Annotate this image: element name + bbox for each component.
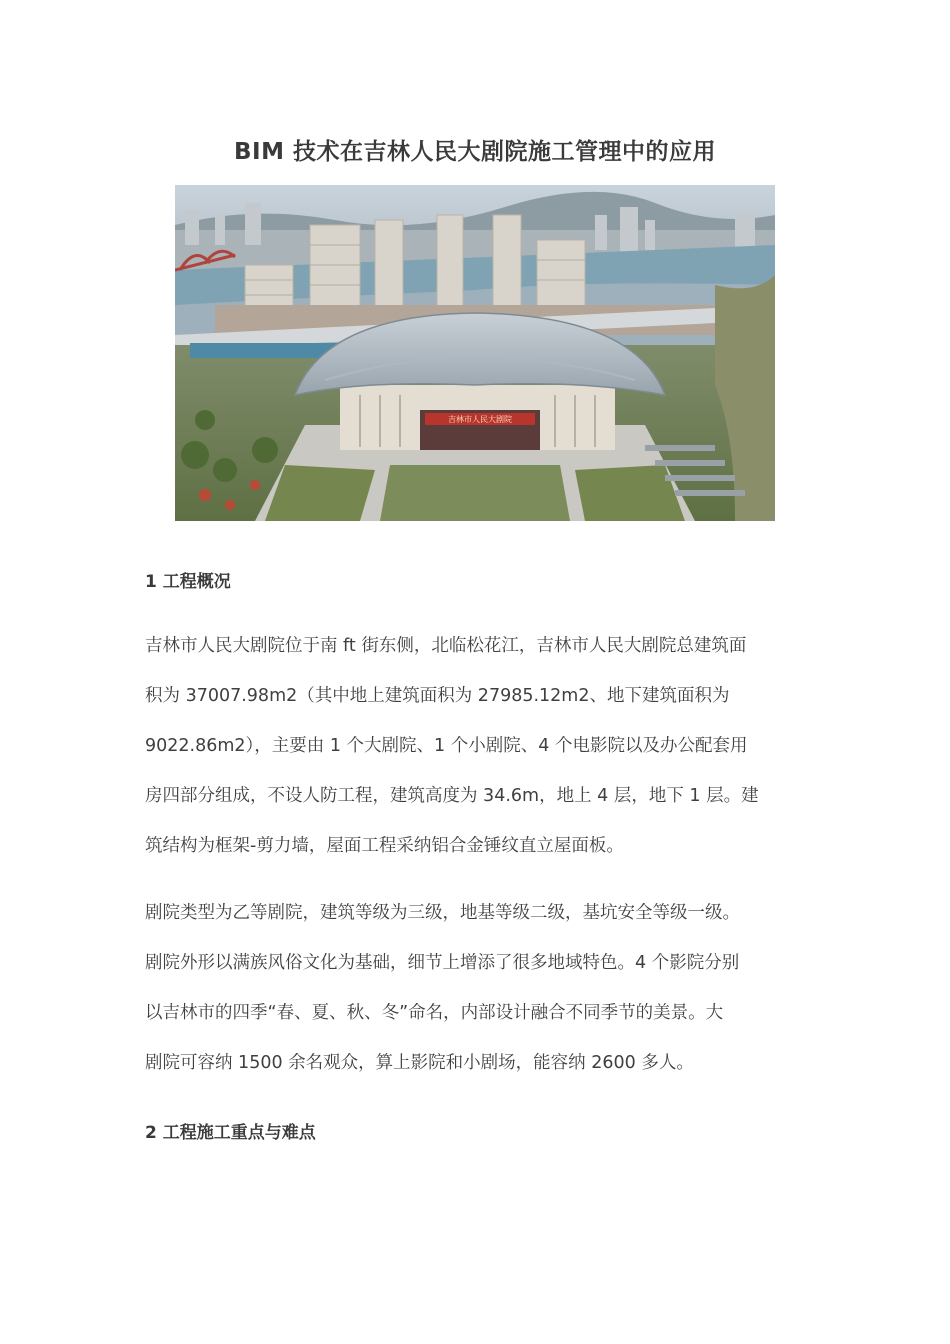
paragraph-line: 剧院外形以满族风俗文化为基础，细节上增添了很多地域特色。4 个影院分别	[145, 953, 740, 973]
document-title: BIM 技术在吉林人民大剧院施工管理中的应用	[234, 139, 716, 165]
paragraph-line: 房四部分组成，不设人防工程，建筑高度为 34.6m，地上 4 层，地下 1 层。建	[145, 786, 759, 806]
paragraph-line: 积为 37007.98m2（其中地上建筑面积为 27985.12m2、地下建筑面积为	[145, 686, 730, 706]
paragraph-overview-2	[145, 888, 805, 1088]
theater-banner-text: 吉林市人民大剧院	[448, 415, 512, 424]
paragraph-overview-1	[145, 621, 805, 871]
paragraph-line: 9022.86m2），主要由 1 个大剧院、1 个小剧院、4 个电影院以及办公配套用	[145, 736, 748, 756]
section-heading-overview: 1 工程概况	[145, 572, 231, 592]
paragraph-line: 以吉林市的四季“春、夏、秋、冬”命名，内部设计融合不同季节的美景。大	[145, 1003, 724, 1023]
paragraph-line: 剧院可容纳 1500 余名观众，算上影院和小剧场，能容纳 2600 多人。	[145, 1053, 694, 1073]
theater-aerial-photo	[175, 185, 775, 521]
paragraph-line: 筑结构为框架-剪力墙，屋面工程采纳铝合金锤纹直立屋面板。	[145, 836, 624, 856]
paragraph-line: 吉林市人民大剧院位于南 ft 街东侧，北临松花江，吉林市人民大剧院总建筑面	[145, 636, 747, 656]
section-heading-key-difficulties: 2 工程施工重点与难点	[145, 1123, 316, 1143]
paragraph-line: 剧院类型为乙等剧院，建筑等级为三级，地基等级二级，基坑安全等级一级。	[145, 903, 740, 923]
